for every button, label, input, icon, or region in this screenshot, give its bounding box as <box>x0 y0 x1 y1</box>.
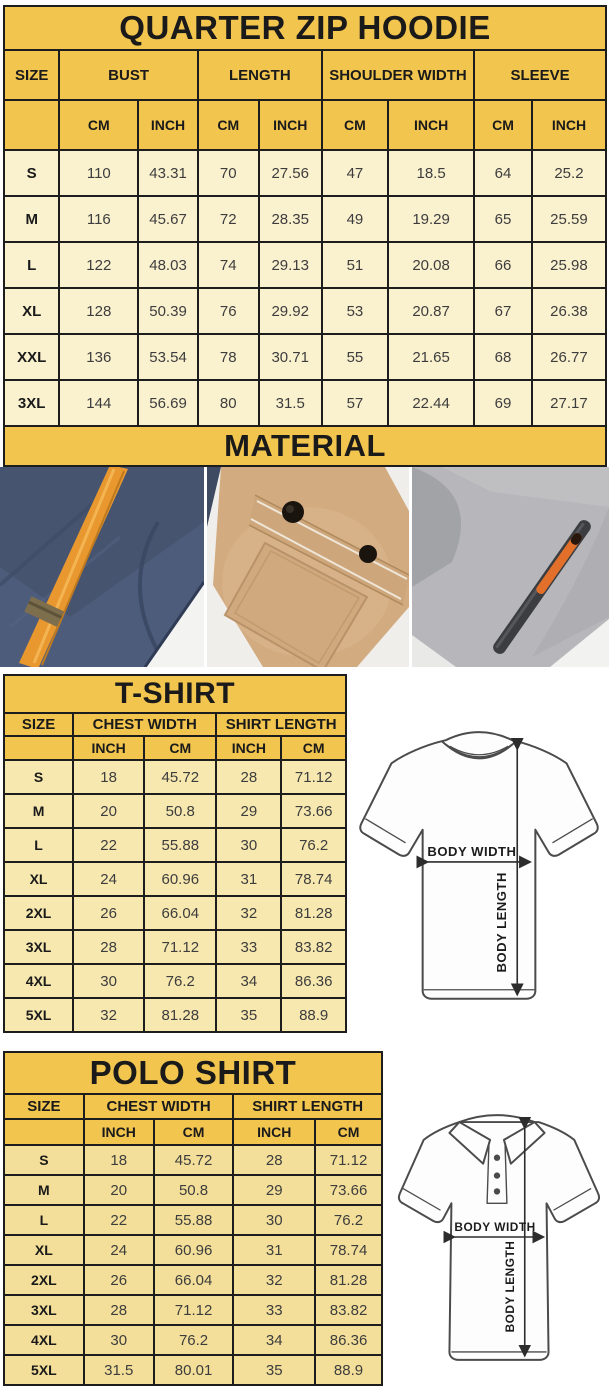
length-cm-value: 83.82 <box>315 1295 382 1325</box>
size-label: 4XL <box>4 1325 84 1355</box>
tshirt-col-group-chest-width: CHEST WIDTH <box>73 713 216 736</box>
tshirt-section <box>3 674 610 1033</box>
gray-fabric-image <box>412 467 609 667</box>
chest-inch-value: 20 <box>84 1175 154 1205</box>
polo-col-group-chest-width: CHEST WIDTH <box>84 1094 234 1119</box>
material-banner: MATERIAL <box>3 427 607 467</box>
tshirt-body-length-label: BODY LENGTH <box>493 872 509 973</box>
hoodie-unit-bust-cm: CM <box>59 100 138 150</box>
length-cm-value: 71.12 <box>281 760 346 794</box>
chest-cm-value: 45.72 <box>154 1145 234 1175</box>
length-inch-value: 27.56 <box>259 150 322 196</box>
chest-cm-value: 81.28 <box>144 998 216 1032</box>
polo-unit-chest-inch: INCH <box>84 1119 154 1145</box>
tshirt-unit-blank <box>4 736 73 760</box>
polo-unit-blank <box>4 1119 84 1145</box>
sleeve-cm-value: 67 <box>474 288 532 334</box>
size-label: 5XL <box>4 1355 84 1385</box>
length-cm-value: 88.9 <box>315 1355 382 1385</box>
hoodie-col-group-sleeve: SLEEVE <box>474 50 606 100</box>
length-cm-value: 81.28 <box>315 1265 382 1295</box>
hoodie-col-group-shoulder-width: SHOULDER WIDTH <box>322 50 474 100</box>
length-cm-value: 72 <box>198 196 259 242</box>
length-cm-value: 73.66 <box>281 794 346 828</box>
length-cm-value: 78.74 <box>281 862 346 896</box>
sleeve-cm-value: 64 <box>474 150 532 196</box>
size-label: 4XL <box>4 964 73 998</box>
hoodie-size-row <box>4 196 606 242</box>
length-inch-value: 34 <box>233 1325 315 1355</box>
sleeve-cm-value: 65 <box>474 196 532 242</box>
size-label: 3XL <box>4 1295 84 1325</box>
shoulder-inch-value: 20.08 <box>388 242 474 288</box>
hoodie-col-size: SIZE <box>4 50 59 100</box>
hoodie-table-title: QUARTER ZIP HOODIE <box>4 6 606 50</box>
tshirt-col-group-shirt-length: SHIRT LENGTH <box>216 713 346 736</box>
length-inch-value: 32 <box>233 1265 315 1295</box>
length-cm-value: 76.2 <box>315 1205 382 1235</box>
length-inch-value: 34 <box>216 964 281 998</box>
bust-cm-value: 116 <box>59 196 138 242</box>
length-inch-value: 33 <box>233 1295 315 1325</box>
bust-cm-value: 128 <box>59 288 138 334</box>
shoulder-inch-value: 21.65 <box>388 334 474 380</box>
size-label: M <box>4 1175 84 1205</box>
sleeve-inch-value: 26.77 <box>532 334 606 380</box>
material-photo-khaki-pocket <box>207 467 409 667</box>
sleeve-cm-value: 69 <box>474 380 532 426</box>
polo-size-row <box>4 1265 382 1295</box>
length-cm-value: 74 <box>198 242 259 288</box>
polo-col-group-shirt-length: SHIRT LENGTH <box>233 1094 382 1119</box>
sleeve-inch-value: 27.17 <box>532 380 606 426</box>
bust-cm-value: 144 <box>59 380 138 426</box>
hoodie-col-group-length: LENGTH <box>198 50 322 100</box>
polo-body-width-label: BODY WIDTH <box>453 1220 536 1235</box>
shoulder-cm-value: 53 <box>322 288 388 334</box>
tshirt-unit-length-inch: INCH <box>216 736 281 760</box>
polo-col-size: SIZE <box>4 1094 84 1119</box>
size-label: XL <box>4 288 59 334</box>
hoodie-size-row <box>4 150 606 196</box>
length-inch-value: 35 <box>233 1355 315 1385</box>
tshirt-col-size: SIZE <box>4 713 73 736</box>
tshirt-unit-chest-inch: INCH <box>73 736 144 760</box>
bust-inch-value: 53.54 <box>138 334 198 380</box>
length-cm-value: 70 <box>198 150 259 196</box>
size-label: L <box>4 828 73 862</box>
shoulder-cm-value: 49 <box>322 196 388 242</box>
hoodie-unit-shoulder-cm: CM <box>322 100 388 150</box>
hoodie-size-table <box>3 5 607 427</box>
length-inch-value: 29.13 <box>259 242 322 288</box>
length-inch-value: 29 <box>216 794 281 828</box>
length-cm-value: 78.74 <box>315 1235 382 1265</box>
hoodie-unit-blank <box>4 100 59 150</box>
chest-inch-value: 22 <box>84 1205 154 1235</box>
chest-cm-value: 50.8 <box>144 794 216 828</box>
sleeve-inch-value: 25.2 <box>532 150 606 196</box>
tshirt-size-row <box>4 964 346 998</box>
hoodie-size-row <box>4 334 606 380</box>
size-label: S <box>4 760 73 794</box>
size-label: 2XL <box>4 1265 84 1295</box>
bust-inch-value: 45.67 <box>138 196 198 242</box>
polo-diagram <box>383 1088 610 1386</box>
size-label: XXL <box>4 334 59 380</box>
sleeve-inch-value: 25.59 <box>532 196 606 242</box>
bust-cm-value: 122 <box>59 242 138 288</box>
length-inch-value: 29.92 <box>259 288 322 334</box>
hoodie-size-row <box>4 380 606 426</box>
length-inch-value: 33 <box>216 930 281 964</box>
polo-unit-chest-cm: CM <box>154 1119 234 1145</box>
length-cm-value: 71.12 <box>315 1145 382 1175</box>
length-inch-value: 31.5 <box>259 380 322 426</box>
size-label: 3XL <box>4 930 73 964</box>
chest-inch-value: 24 <box>84 1235 154 1265</box>
chest-cm-value: 45.72 <box>144 760 216 794</box>
length-inch-value: 30.71 <box>259 334 322 380</box>
polo-size-row <box>4 1355 382 1385</box>
tshirt-size-row <box>4 930 346 964</box>
length-cm-value: 86.36 <box>315 1325 382 1355</box>
sleeve-inch-value: 25.98 <box>532 242 606 288</box>
material-photo-gray-zipper <box>412 467 609 667</box>
chest-cm-value: 80.01 <box>154 1355 234 1385</box>
chest-inch-value: 26 <box>73 896 144 930</box>
navy-fabric-image <box>0 467 204 667</box>
tshirt-body-width-label: BODY WIDTH <box>426 843 516 859</box>
polo-size-row <box>4 1235 382 1265</box>
khaki-fabric-image <box>207 467 409 667</box>
shoulder-cm-value: 55 <box>322 334 388 380</box>
polo-size-table <box>3 1051 383 1386</box>
hoodie-unit-length-inch: INCH <box>259 100 322 150</box>
chest-inch-value: 20 <box>73 794 144 828</box>
tshirt-table-title: T-SHIRT <box>4 675 346 713</box>
length-cm-value: 86.36 <box>281 964 346 998</box>
length-cm-value: 76.2 <box>281 828 346 862</box>
chest-inch-value: 18 <box>84 1145 154 1175</box>
length-inch-value: 32 <box>216 896 281 930</box>
tshirt-size-table <box>3 674 347 1033</box>
size-label: XL <box>4 1235 84 1265</box>
chest-cm-value: 55.88 <box>144 828 216 862</box>
size-label: L <box>4 242 59 288</box>
material-photo-row <box>0 467 610 667</box>
polo-section <box>3 1051 610 1386</box>
tshirt-outline-drawing <box>353 711 605 1033</box>
bust-inch-value: 50.39 <box>138 288 198 334</box>
chest-cm-value: 76.2 <box>154 1325 234 1355</box>
chest-inch-value: 28 <box>73 930 144 964</box>
tshirt-size-row <box>4 862 346 896</box>
chest-inch-value: 18 <box>73 760 144 794</box>
size-label: 5XL <box>4 998 73 1032</box>
size-label: 3XL <box>4 380 59 426</box>
hoodie-size-row <box>4 242 606 288</box>
sleeve-cm-value: 66 <box>474 242 532 288</box>
polo-size-row <box>4 1145 382 1175</box>
polo-size-row <box>4 1295 382 1325</box>
length-inch-value: 31 <box>233 1235 315 1265</box>
chest-cm-value: 71.12 <box>144 930 216 964</box>
size-label: S <box>4 1145 84 1175</box>
material-photo-navy-drawstring <box>0 467 204 667</box>
hoodie-col-group-bust: BUST <box>59 50 197 100</box>
length-inch-value: 31 <box>216 862 281 896</box>
bust-inch-value: 48.03 <box>138 242 198 288</box>
shoulder-inch-value: 18.5 <box>388 150 474 196</box>
polo-outline-drawing <box>388 1088 606 1386</box>
tshirt-size-row <box>4 760 346 794</box>
sleeve-inch-value: 26.38 <box>532 288 606 334</box>
polo-table-title: POLO SHIRT <box>4 1052 382 1094</box>
tshirt-size-row <box>4 794 346 828</box>
chest-inch-value: 22 <box>73 828 144 862</box>
chest-inch-value: 24 <box>73 862 144 896</box>
hoodie-unit-bust-inch: INCH <box>138 100 198 150</box>
chest-cm-value: 66.04 <box>144 896 216 930</box>
chest-inch-value: 32 <box>73 998 144 1032</box>
length-cm-value: 73.66 <box>315 1175 382 1205</box>
chest-cm-value: 76.2 <box>144 964 216 998</box>
length-inch-value: 28.35 <box>259 196 322 242</box>
length-inch-value: 28 <box>233 1145 315 1175</box>
chest-cm-value: 66.04 <box>154 1265 234 1295</box>
shoulder-inch-value: 22.44 <box>388 380 474 426</box>
polo-body-length-label: BODY LENGTH <box>502 1240 517 1333</box>
hoodie-size-chart-section <box>0 0 610 427</box>
length-cm-value: 83.82 <box>281 930 346 964</box>
size-label: S <box>4 150 59 196</box>
size-label: M <box>4 196 59 242</box>
length-cm-value: 88.9 <box>281 998 346 1032</box>
length-cm-value: 81.28 <box>281 896 346 930</box>
hoodie-size-row <box>4 288 606 334</box>
hoodie-unit-length-cm: CM <box>198 100 259 150</box>
hoodie-unit-sleeve-inch: INCH <box>532 100 606 150</box>
tshirt-size-row <box>4 998 346 1032</box>
tshirt-diagram <box>347 711 610 1033</box>
length-inch-value: 30 <box>233 1205 315 1235</box>
hoodie-unit-shoulder-inch: INCH <box>388 100 474 150</box>
bust-inch-value: 56.69 <box>138 380 198 426</box>
length-inch-value: 29 <box>233 1175 315 1205</box>
chest-cm-value: 71.12 <box>154 1295 234 1325</box>
size-label: L <box>4 1205 84 1235</box>
chest-cm-value: 55.88 <box>154 1205 234 1235</box>
size-label: XL <box>4 862 73 896</box>
tshirt-size-row <box>4 828 346 862</box>
tshirt-unit-chest-cm: CM <box>144 736 216 760</box>
chest-cm-value: 60.96 <box>154 1235 234 1265</box>
bust-cm-value: 136 <box>59 334 138 380</box>
length-cm-value: 80 <box>198 380 259 426</box>
length-cm-value: 78 <box>198 334 259 380</box>
chest-inch-value: 26 <box>84 1265 154 1295</box>
polo-size-row <box>4 1175 382 1205</box>
polo-unit-length-cm: CM <box>315 1119 382 1145</box>
length-inch-value: 30 <box>216 828 281 862</box>
size-label: 2XL <box>4 896 73 930</box>
chest-inch-value: 31.5 <box>84 1355 154 1385</box>
hoodie-unit-sleeve-cm: CM <box>474 100 532 150</box>
chest-inch-value: 30 <box>84 1325 154 1355</box>
shoulder-inch-value: 19.29 <box>388 196 474 242</box>
chest-inch-value: 30 <box>73 964 144 998</box>
shoulder-inch-value: 20.87 <box>388 288 474 334</box>
bust-cm-value: 110 <box>59 150 138 196</box>
length-cm-value: 76 <box>198 288 259 334</box>
size-label: M <box>4 794 73 828</box>
shoulder-cm-value: 47 <box>322 150 388 196</box>
polo-size-row <box>4 1205 382 1235</box>
chest-cm-value: 50.8 <box>154 1175 234 1205</box>
tshirt-size-row <box>4 896 346 930</box>
chest-cm-value: 60.96 <box>144 862 216 896</box>
tshirt-unit-length-cm: CM <box>281 736 346 760</box>
sleeve-cm-value: 68 <box>474 334 532 380</box>
polo-unit-length-inch: INCH <box>233 1119 315 1145</box>
bust-inch-value: 43.31 <box>138 150 198 196</box>
length-inch-value: 28 <box>216 760 281 794</box>
chest-inch-value: 28 <box>84 1295 154 1325</box>
length-inch-value: 35 <box>216 998 281 1032</box>
shoulder-cm-value: 57 <box>322 380 388 426</box>
shoulder-cm-value: 51 <box>322 242 388 288</box>
polo-size-row <box>4 1325 382 1355</box>
